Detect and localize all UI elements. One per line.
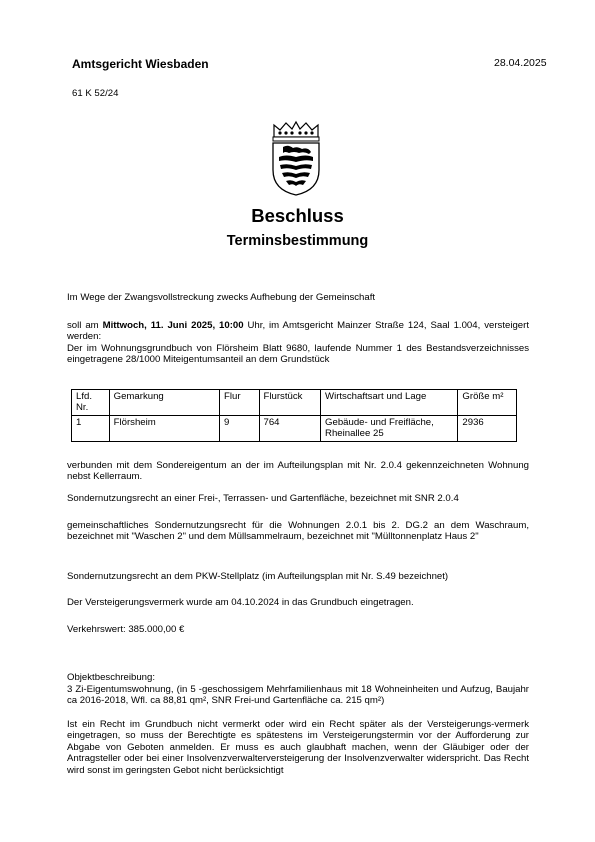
auction-location: , im Amtsgericht Mainzer Straße 124, Saal 1.004, versteigert werden:: [67, 320, 529, 343]
table-cell: 2936: [458, 415, 517, 441]
object-description: 3 Zi-Eigentumswohnung, (in 5 -geschossigem Mehrfamilienhaus mit 18 Wohneinheiten und Aufzug, Baujahr ca 2016-2018, Wfl. ca 88,81 qm², SNR Frei-und Gartenfläche ca. 215 qm²): [67, 684, 529, 707]
auction-date: Mittwoch, 11. Juni 2025, 10:00: [102, 320, 244, 331]
object-heading: Objektbeschreibung:: [67, 672, 155, 683]
auction-prefix: soll am: [67, 320, 103, 331]
hessen-coat-of-arms-icon: [266, 120, 326, 196]
table-header-cell: Flur: [220, 390, 259, 416]
special-use-right-1: Sondernutzungsrecht an einer Frei-, Terrassen- und Gartenfläche, bezeichnet mit SNR 2.0.4: [67, 493, 459, 504]
auction-paragraph: [67, 320, 529, 366]
table-cell: 764: [259, 415, 321, 441]
court-name: Amtsgericht Wiesbaden: [72, 57, 209, 71]
registration-note: Der Versteigerungsvermerk wurde am 04.10.2024 in das Grundbuch eingetragen.: [67, 597, 414, 608]
table-cell: 1: [72, 415, 110, 441]
linked-ownership-text: verbunden mit dem Sondereigentum an der im Aufteilungsplan mit Nr. 2.0.4 gekennzeichneten Wohnung nebst Kellerraum.: [67, 460, 529, 483]
special-use-right-2: Sondernutzungsrecht an dem PKW-Stellplatz (im Aufteilungsplan mit Nr. S.49 bezeichnet): [67, 571, 449, 582]
table-header-row: [72, 390, 517, 416]
table-row: [72, 415, 517, 441]
rights-notice: Ist ein Recht im Grundbuch nicht vermerkt oder wird ein Recht später als der Versteigerungs-vermerk eingetragen, so muss der Berechtigte es spätestens im Versteigerungstermin vor der Aufforderung zur Abgabe von Geboten anmelden. Er muss es auch glaubhaft machen, wenn der Gläubiger oder der Antragsteller oder bei einer Insolvenzverwalterversteigerung der Insolvenzverwalter widerspricht. Das Recht wird sonst im geringsten Gebot nicht berücksichtigt: [67, 719, 529, 776]
market-value: Verkehrswert: 385.000,00 €: [67, 624, 185, 635]
table-header-cell: Flurstück: [259, 390, 321, 416]
shared-use-right: gemeinschaftliches Sondernutzungsrecht für die Wohnungen 2.0.1 bis 2. DG.2 an dem Waschraum, bezeichnet mit "Waschen 2" und dem Müllsammelraum, bezeichnet mit "Mülltonnenplatz Haus 2": [67, 520, 529, 543]
table-header-cell: Wirtschaftsart und Lage: [321, 390, 458, 416]
auction-uhr: Uhr: [243, 320, 263, 331]
table-cell: Flörsheim: [109, 415, 219, 441]
table-header-cell: Größe m²: [458, 390, 517, 416]
table-header-cell: Lfd. Nr.: [72, 390, 110, 416]
intro-text: Im Wege der Zwangsvollstreckung zwecks Aufhebung der Gemeinschaft: [67, 292, 376, 303]
document-title: Beschluss: [251, 205, 344, 226]
property-description: Der im Wohnungsgrundbuch von Flörsheim Blatt 9680, laufende Nummer 1 des Bestandsverzeichnisses eingetragene 28/1000 Miteigentumsanteil an dem Grundstück: [67, 342, 529, 366]
land-register-table: [71, 389, 517, 442]
table-cell: 9: [220, 415, 259, 441]
document-subtitle: Terminsbestimmung: [226, 233, 369, 249]
file-number: 61 K 52/24: [72, 88, 119, 99]
document-date: 28.04.2025: [494, 57, 547, 69]
table-header-cell: Gemarkung: [109, 390, 219, 416]
table-cell: Gebäude- und Freifläche, Rheinallee 25: [321, 415, 458, 441]
